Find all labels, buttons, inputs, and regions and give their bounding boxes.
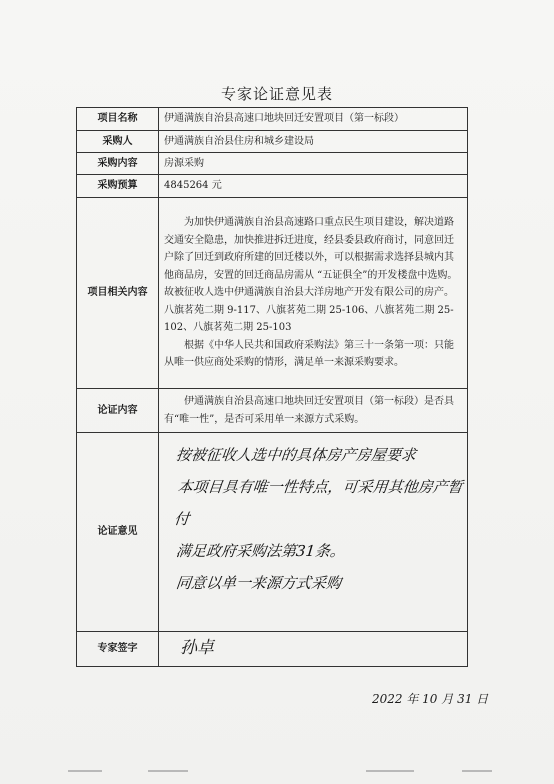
value-opinion <box>159 433 468 632</box>
row-opinion <box>77 433 468 632</box>
opinion-line-3: 满足政府采购法第31条。 <box>175 542 347 560</box>
scan-edge-mark <box>148 770 188 772</box>
label-content: 采购内容 <box>77 153 159 175</box>
value-content: 房源采购 <box>159 153 468 175</box>
value-budget: 4845264 元 <box>159 175 468 198</box>
scan-edge-mark <box>68 770 102 772</box>
row-project-name <box>77 108 468 131</box>
value-project-name: 伊通满族自治县高速口地块回迁安置项目（第一标段） <box>159 108 468 131</box>
value-purchaser: 伊通满族自治县住房和城乡建设局 <box>159 131 468 153</box>
expert-signature: 孙卓 <box>180 638 214 659</box>
label-project-name: 项目名称 <box>77 108 159 131</box>
details-paragraph-2: 根据《中华人民共和国政府采购法》第三十一条第一项：只能从唯一供应商处采购的情形，满足单一来源采购要求。 <box>164 339 454 369</box>
row-purchaser <box>77 131 468 153</box>
opinion-form-table <box>76 107 468 667</box>
details-paragraph-1: 为加快伊通满族自治县高速路口重点民生项目建设，解决道路交通安全隐患，加快推进拆迁进度，经县委县政府商讨，同意回迁户除了回迁到政府所建的回迁楼以外，可以根据需求选择县城内其他商品房，安置的回迁商品房需从 “五证俱全”的开发楼盘中选购。故被征收人选中伊通满族自治县大洋房地产开发有限公司的房产。八旗茗苑二期 9-117、八旗茗苑二期 25-106、八旗茗苑二期 25-102、八旗茗苑二期 25-103 <box>164 217 458 334</box>
scan-edge-mark <box>462 770 492 772</box>
label-purchaser: 采购人 <box>77 131 159 153</box>
opinion-line-4: 同意以单一来源方式采购 <box>175 574 342 592</box>
value-details <box>159 198 468 389</box>
page-title: 专家论证意见表 <box>220 85 333 103</box>
opinion-line-2: 本项目具有唯一性特点，可采用其他房产暂付 <box>173 478 464 528</box>
label-budget: 采购预算 <box>77 175 159 198</box>
label-signature: 专家签字 <box>77 632 159 667</box>
row-details <box>77 198 468 389</box>
signing-date: 2022 年 10 月 31 日 <box>372 692 489 706</box>
row-signature <box>77 632 468 667</box>
row-content <box>77 153 468 175</box>
opinion-line-1: 按被征收人选中的具体房产房屋要求 <box>175 446 417 464</box>
label-argument: 论证内容 <box>77 389 159 433</box>
argument-text: 伊通满族自治县高速口地块回迁安置项目（第一标段）是否具有“唯一性”，是否可采用单一来源方式采购。 <box>164 396 454 425</box>
value-argument <box>159 389 468 433</box>
scan-edge-mark <box>366 770 414 772</box>
row-budget <box>77 175 468 198</box>
label-opinion: 论证意见 <box>77 433 159 632</box>
label-details: 项目相关内容 <box>77 198 159 389</box>
value-signature <box>159 632 468 667</box>
row-argument <box>77 389 468 433</box>
